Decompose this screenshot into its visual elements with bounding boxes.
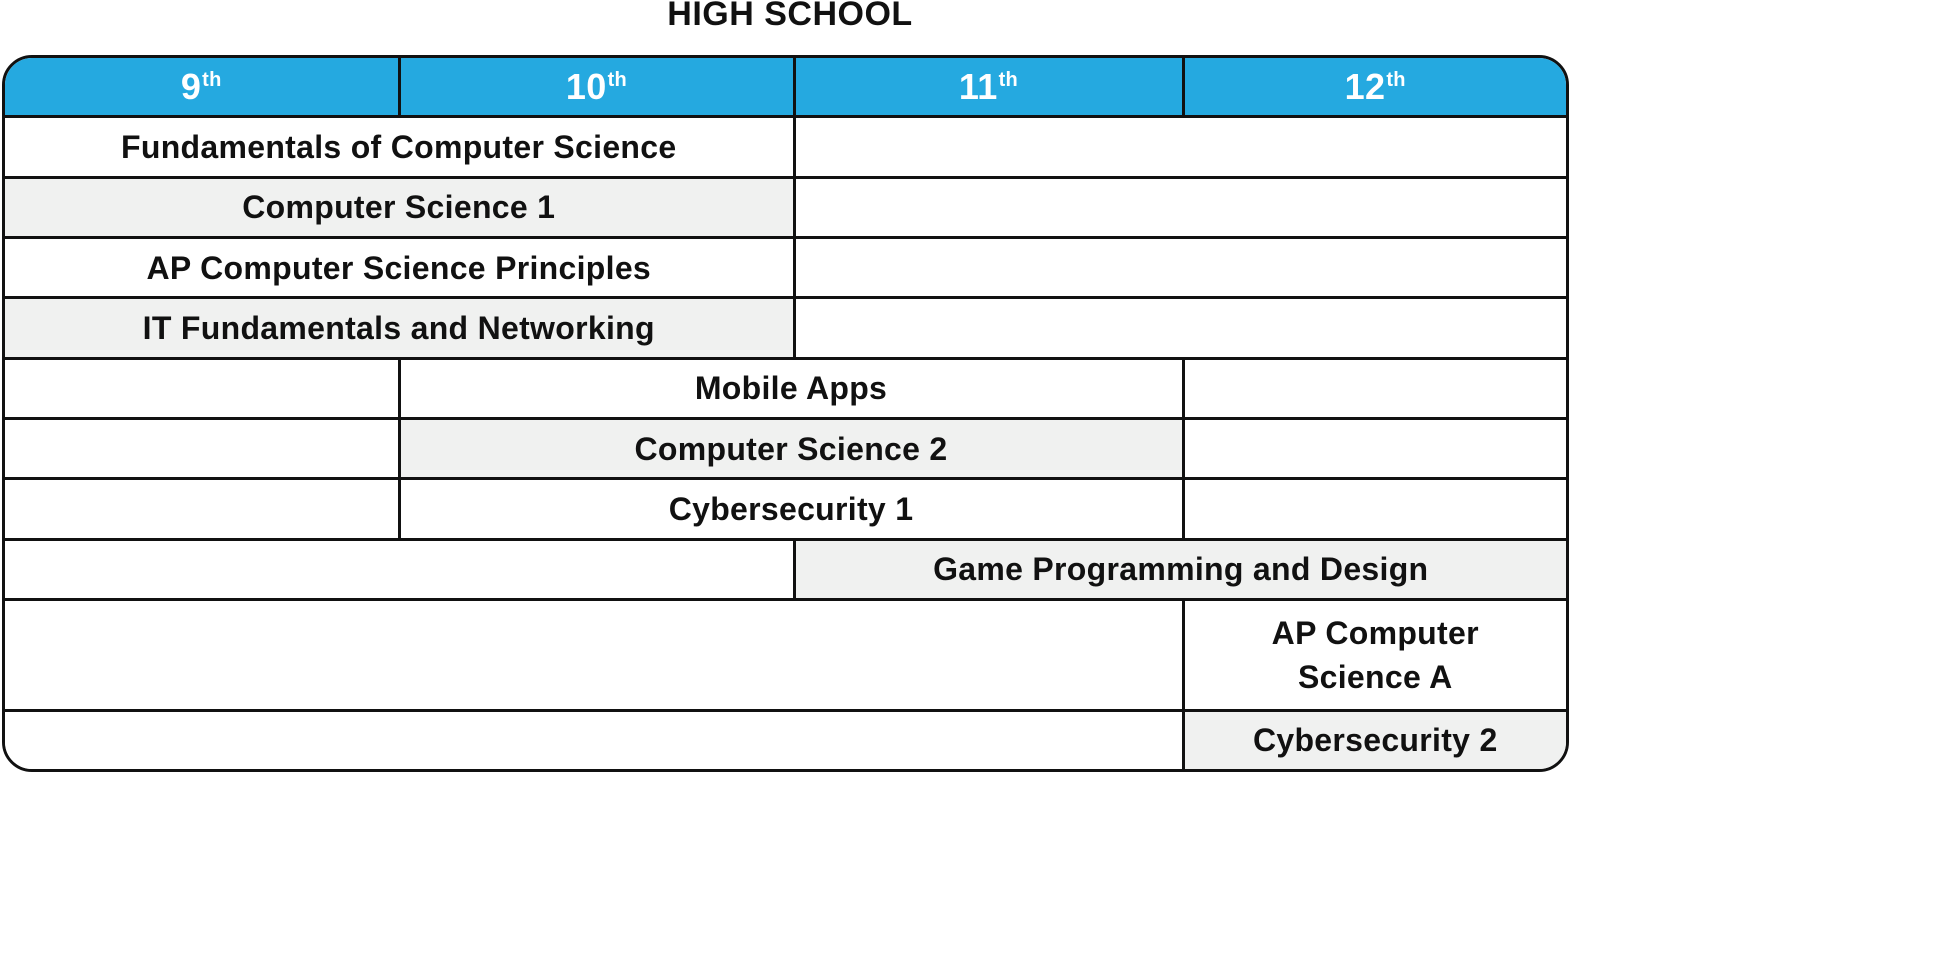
grade-header-12: 12th xyxy=(1183,58,1566,117)
course-cell: Game Programming and Design xyxy=(794,539,1566,599)
course-row xyxy=(5,418,1566,478)
course-grade-table xyxy=(2,55,1569,772)
empty-cell xyxy=(5,599,1183,710)
diagram-title: HIGH SCHOOL xyxy=(667,0,913,33)
course-cell: IT Fundamentals and Networking xyxy=(5,298,794,358)
course-name-line: AP Computer xyxy=(1271,614,1479,651)
course-row xyxy=(5,479,1566,539)
course-row xyxy=(5,599,1566,710)
course-cell xyxy=(1183,599,1566,710)
course-row xyxy=(5,298,1566,358)
grade-header-row xyxy=(5,58,1566,117)
course-cell: Fundamentals of Computer Science xyxy=(5,117,794,177)
grade-header-10: 10th xyxy=(399,58,794,117)
empty-cell xyxy=(5,418,399,478)
course-cell: Computer Science 2 xyxy=(399,418,1183,478)
course-row xyxy=(5,177,1566,237)
course-row xyxy=(5,710,1566,769)
empty-cell xyxy=(794,237,1566,297)
grade-header-11: 11th xyxy=(794,58,1183,117)
empty-cell xyxy=(5,539,794,599)
course-row xyxy=(5,117,1566,177)
empty-cell xyxy=(794,117,1566,177)
course-cell: Computer Science 1 xyxy=(5,177,794,237)
course-cell: Cybersecurity 1 xyxy=(399,479,1183,539)
course-cell: Cybersecurity 2 xyxy=(1183,710,1566,769)
empty-cell xyxy=(1183,358,1566,418)
grade-header-9: 9th xyxy=(5,58,399,117)
empty-cell xyxy=(794,177,1566,237)
course-cell: Mobile Apps xyxy=(399,358,1183,418)
empty-cell xyxy=(5,479,399,539)
course-name-line: Science A xyxy=(1298,658,1453,695)
course-row xyxy=(5,358,1566,418)
empty-cell xyxy=(794,298,1566,358)
course-row xyxy=(5,539,1566,599)
course-cell: AP Computer Science Principles xyxy=(5,237,794,297)
empty-cell xyxy=(5,710,1183,769)
empty-cell xyxy=(5,358,399,418)
empty-cell xyxy=(1183,418,1566,478)
course-row xyxy=(5,237,1566,297)
empty-cell xyxy=(1183,479,1566,539)
